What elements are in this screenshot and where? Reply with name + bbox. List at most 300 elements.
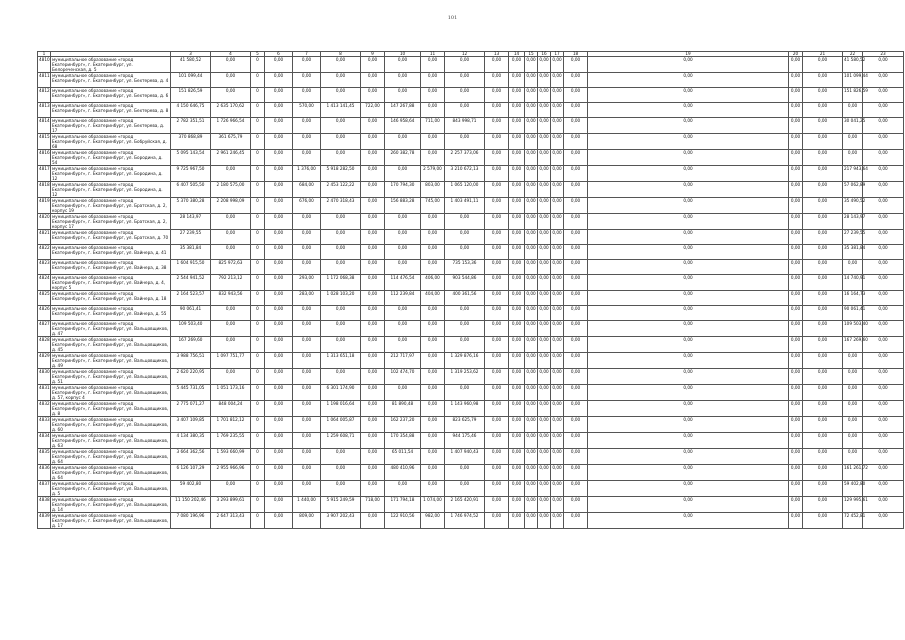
value-cell: 0,00 xyxy=(509,103,525,118)
value-cell: 0,00 xyxy=(863,260,904,275)
value-cell: 0,00 xyxy=(321,306,361,321)
value-cell: 0,00 xyxy=(538,260,551,275)
value-cell: 3 210 672,13 xyxy=(445,166,485,182)
value-cell: 0,00 xyxy=(843,150,863,166)
column-header: 9 xyxy=(361,52,385,57)
value-cell: 0,00 xyxy=(843,449,863,465)
value-cell: 0 xyxy=(251,291,265,306)
table-row xyxy=(38,57,904,73)
value-cell: 1 746 974,52 xyxy=(445,513,485,529)
value-cell: 0,00 xyxy=(385,57,421,73)
value-cell: 0,00 xyxy=(421,260,445,275)
row-number: 4820 xyxy=(38,214,51,230)
value-cell: 0,00 xyxy=(588,245,789,260)
value-cell: 0,00 xyxy=(509,306,525,321)
column-header: 13 xyxy=(485,52,509,57)
value-cell: 843 998,71 xyxy=(445,118,485,134)
value-cell: 0,00 xyxy=(789,150,803,166)
row-number: 4830 xyxy=(38,369,51,385)
value-cell: 0,00 xyxy=(525,275,538,291)
register-table xyxy=(37,51,904,529)
value-cell: 825 972,63 xyxy=(211,260,251,275)
value-cell: 212 717,97 xyxy=(385,353,421,369)
value-cell: 0,00 xyxy=(525,385,538,401)
value-cell: 0,00 xyxy=(538,57,551,73)
address-cell: муниципальное образование «город Екатеринбург», г. Екатеринбург, ул. Бехтерева, д. 6 xyxy=(51,88,171,103)
value-cell: 0,00 xyxy=(525,291,538,306)
value-cell: 81 890,48 xyxy=(385,401,421,417)
address-cell: муниципальное образование «город Екатеринбург», г. Екатеринбург, ул. Вальцовщиков, д. 49 xyxy=(51,353,171,369)
value-cell: 0,00 xyxy=(385,230,421,245)
value-cell: 0,00 xyxy=(789,291,803,306)
value-cell: 0,00 xyxy=(485,103,509,118)
table-row xyxy=(38,275,904,291)
value-cell: 0 xyxy=(251,150,265,166)
value-cell: 0,00 xyxy=(803,353,843,369)
value-cell: 5 095 143,54 xyxy=(171,150,211,166)
value-cell: 0,00 xyxy=(803,513,843,529)
value-cell: 35 381,84 xyxy=(171,245,211,260)
value-cell: 0,00 xyxy=(265,103,293,118)
value-cell: 0,00 xyxy=(803,230,843,245)
value-cell: 0,00 xyxy=(485,337,509,353)
value-cell: 0,00 xyxy=(509,369,525,385)
value-cell: 0,00 xyxy=(509,337,525,353)
value-cell: 0,00 xyxy=(843,401,863,417)
value-cell: 0,00 xyxy=(863,73,904,88)
column-header: 20 xyxy=(789,52,803,57)
address-cell: муниципальное образование «город Екатеринбург», г. Екатеринбург, ул. Вальцовщиков, д. 64 xyxy=(51,465,171,481)
value-cell: 0,00 xyxy=(293,481,321,497)
value-cell: 0,00 xyxy=(551,73,564,88)
value-cell: 0,00 xyxy=(293,57,321,73)
value-cell: 217 943,64 xyxy=(843,166,863,182)
value-cell: 2 782 351,51 xyxy=(171,118,211,134)
value-cell: 0,00 xyxy=(211,166,251,182)
value-cell: 0 xyxy=(251,103,265,118)
value-cell: 1 143 960,98 xyxy=(445,401,485,417)
value-cell: 0,00 xyxy=(361,88,385,103)
value-cell: 0,00 xyxy=(789,118,803,134)
value-cell: 0,00 xyxy=(564,57,588,73)
value-cell: 0,00 xyxy=(211,230,251,245)
address-cell: муниципальное образование «город Екатеринбург», г. Екатеринбург, ул. Вальцовщиков, д. 8 xyxy=(51,401,171,417)
value-cell: 0,00 xyxy=(293,465,321,481)
value-cell: 745,00 xyxy=(421,198,445,214)
value-cell: 5 370 380,28 xyxy=(171,198,211,214)
value-cell: 0,00 xyxy=(361,118,385,134)
value-cell: 0,00 xyxy=(361,385,385,401)
value-cell: 35 381,84 xyxy=(843,245,863,260)
value-cell: 0,00 xyxy=(485,166,509,182)
value-cell: 0,00 xyxy=(588,481,789,497)
value-cell: 0,00 xyxy=(588,433,789,449)
value-cell: 0,00 xyxy=(538,337,551,353)
value-cell: 0,00 xyxy=(525,134,538,150)
address-cell: муниципальное образование «город Екатеринбург», г. Екатеринбург, ул. Вальцовщиков, д. 47 xyxy=(51,321,171,337)
value-cell: 0,00 xyxy=(588,369,789,385)
column-header: 22 xyxy=(843,52,863,57)
value-cell: 0,00 xyxy=(421,73,445,88)
value-cell: 0,00 xyxy=(485,291,509,306)
value-cell: 0,00 xyxy=(525,321,538,337)
row-number: 4817 xyxy=(38,166,51,182)
value-cell: 260 382,78 xyxy=(385,150,421,166)
value-cell: 0,00 xyxy=(803,134,843,150)
value-cell: 0,00 xyxy=(525,198,538,214)
value-cell: 0,00 xyxy=(385,321,421,337)
value-cell: 0,00 xyxy=(863,198,904,214)
value-cell: 1 701 812,12 xyxy=(211,417,251,433)
value-cell: 0,00 xyxy=(588,73,789,88)
value-cell: 0,00 xyxy=(509,401,525,417)
value-cell: 0,00 xyxy=(445,337,485,353)
value-cell: 1 198 016,64 xyxy=(321,401,361,417)
value-cell: 3 293 899,61 xyxy=(211,497,251,513)
value-cell: 0,00 xyxy=(421,465,445,481)
value-cell: 0,00 xyxy=(863,449,904,465)
value-cell: 0,00 xyxy=(863,369,904,385)
value-cell: 0,00 xyxy=(509,134,525,150)
value-cell: 2 635 170,62 xyxy=(211,103,251,118)
value-cell: 0,00 xyxy=(421,321,445,337)
value-cell: 0,00 xyxy=(525,150,538,166)
value-cell: 170 354,88 xyxy=(385,433,421,449)
value-cell: 0,00 xyxy=(564,198,588,214)
value-cell: 0,00 xyxy=(789,182,803,198)
value-cell: 3 907 202,43 xyxy=(321,513,361,529)
value-cell: 0,00 xyxy=(445,88,485,103)
value-cell: 0,00 xyxy=(863,337,904,353)
value-cell: 0,00 xyxy=(843,260,863,275)
value-cell: 2 208 998,09 xyxy=(211,198,251,214)
address-cell: муниципальное образование «город Екатеринбург», г. Екатеринбург, ул. Братская, д. 70 xyxy=(51,230,171,245)
value-cell: 0,00 xyxy=(509,497,525,513)
value-cell: 0,00 xyxy=(385,214,421,230)
value-cell: 0,00 xyxy=(265,481,293,497)
row-number: 4838 xyxy=(38,497,51,513)
row-number: 4833 xyxy=(38,417,51,433)
value-cell: 0,00 xyxy=(361,401,385,417)
value-cell: 0,00 xyxy=(265,449,293,465)
value-cell: 0,00 xyxy=(421,134,445,150)
table-row xyxy=(38,337,904,353)
value-cell: 0,00 xyxy=(863,103,904,118)
value-cell: 0,00 xyxy=(485,182,509,198)
table-row xyxy=(38,465,904,481)
table-row xyxy=(38,103,904,118)
value-cell: 2 257 373,06 xyxy=(445,150,485,166)
value-cell: 0,00 xyxy=(485,306,509,321)
value-cell: 0,00 xyxy=(445,245,485,260)
value-cell: 0,00 xyxy=(789,385,803,401)
address-cell: муниципальное образование «город Екатеринбург», г. Екатеринбург, ул. Бехтерева, д. 17 xyxy=(51,118,171,134)
value-cell: 0,00 xyxy=(361,513,385,529)
value-cell: 0,00 xyxy=(538,230,551,245)
value-cell: 0,00 xyxy=(564,214,588,230)
value-cell: 0,00 xyxy=(265,245,293,260)
value-cell: 2 544 941,52 xyxy=(171,275,211,291)
table-row xyxy=(38,291,904,306)
value-cell: 0,00 xyxy=(321,465,361,481)
value-cell: 1 074,00 xyxy=(421,497,445,513)
value-cell: 0,00 xyxy=(509,230,525,245)
address-cell: муниципальное образование «город Екатеринбург», г. Екатеринбург, ул. Бобруйская, д. 68 xyxy=(51,134,171,150)
value-cell: 0,00 xyxy=(293,449,321,465)
value-cell: 0,00 xyxy=(551,417,564,433)
table-row xyxy=(38,88,904,103)
value-cell: 0,00 xyxy=(843,369,863,385)
table-row xyxy=(38,433,904,449)
column-header: 16 xyxy=(538,52,551,57)
value-cell: 102 474,70 xyxy=(385,369,421,385)
value-cell: 1 319 253,62 xyxy=(445,369,485,385)
value-cell: 28 143,97 xyxy=(843,214,863,230)
value-cell: 0,00 xyxy=(564,166,588,182)
value-cell: 0,00 xyxy=(538,275,551,291)
value-cell: 0,00 xyxy=(509,321,525,337)
value-cell: 0,00 xyxy=(265,150,293,166)
value-cell: 0,00 xyxy=(789,198,803,214)
value-cell: 0,00 xyxy=(551,214,564,230)
value-cell: 1 064 005,87 xyxy=(321,417,361,433)
value-cell: 0,00 xyxy=(265,118,293,134)
value-cell: 0,00 xyxy=(445,306,485,321)
value-cell: 0,00 xyxy=(538,417,551,433)
value-cell: 1 440,00 xyxy=(293,497,321,513)
value-cell: 0,00 xyxy=(538,88,551,103)
address-cell: муниципальное образование «город Екатеринбург», г. Екатеринбург, ул. Вальцовщиков, д. 51 xyxy=(51,369,171,385)
value-cell: 0,00 xyxy=(211,57,251,73)
value-cell: 0,00 xyxy=(445,385,485,401)
value-cell: 0,00 xyxy=(863,245,904,260)
value-cell: 0,00 xyxy=(564,306,588,321)
value-cell: 0,00 xyxy=(588,449,789,465)
value-cell: 0,00 xyxy=(385,134,421,150)
value-cell: 0,00 xyxy=(588,118,789,134)
value-cell: 0,00 xyxy=(361,260,385,275)
value-cell: 0,00 xyxy=(485,198,509,214)
value-cell: 0,00 xyxy=(538,433,551,449)
value-cell: 0,00 xyxy=(293,306,321,321)
value-cell: 171 794,18 xyxy=(385,497,421,513)
value-cell: 0,00 xyxy=(803,369,843,385)
value-cell: 0,00 xyxy=(803,337,843,353)
value-cell: 1 313 651,18 xyxy=(321,353,361,369)
value-cell: 0,00 xyxy=(445,321,485,337)
value-cell: 0,00 xyxy=(789,321,803,337)
value-cell: 0,00 xyxy=(445,57,485,73)
value-cell: 0,00 xyxy=(361,73,385,88)
value-cell: 0,00 xyxy=(421,103,445,118)
value-cell: 0,00 xyxy=(265,321,293,337)
value-cell: 0,00 xyxy=(321,214,361,230)
value-cell: 59 402,80 xyxy=(171,481,211,497)
value-cell: 0,00 xyxy=(803,103,843,118)
value-cell: 0,00 xyxy=(863,353,904,369)
value-cell: 0,00 xyxy=(509,182,525,198)
value-cell: 14 740,91 xyxy=(843,275,863,291)
value-cell: 0,00 xyxy=(509,291,525,306)
value-cell: 41 580,52 xyxy=(171,57,211,73)
value-cell: 0 xyxy=(251,260,265,275)
value-cell: 114 476,54 xyxy=(385,275,421,291)
value-cell: 0,00 xyxy=(863,417,904,433)
value-cell: 361 675,79 xyxy=(211,134,251,150)
value-cell: 0,00 xyxy=(564,401,588,417)
value-cell: 0,00 xyxy=(564,73,588,88)
value-cell: 0,00 xyxy=(538,134,551,150)
value-cell: 2 180 575,00 xyxy=(211,182,251,198)
value-cell: 0,00 xyxy=(789,433,803,449)
value-cell: 0,00 xyxy=(265,401,293,417)
value-cell: 1 604 915,50 xyxy=(171,260,211,275)
value-cell: 147 267,88 xyxy=(385,103,421,118)
value-cell: 0,00 xyxy=(863,57,904,73)
value-cell: 0,00 xyxy=(843,433,863,449)
value-cell: 0,00 xyxy=(551,230,564,245)
value-cell: 0,00 xyxy=(551,369,564,385)
value-cell: 0 xyxy=(251,306,265,321)
value-cell: 0,00 xyxy=(509,260,525,275)
value-cell: 809,00 xyxy=(293,513,321,529)
value-cell: 0,00 xyxy=(421,88,445,103)
value-cell: 0,00 xyxy=(564,260,588,275)
column-header: 3 xyxy=(171,52,211,57)
value-cell: 0,00 xyxy=(803,150,843,166)
value-cell: 0,00 xyxy=(265,182,293,198)
value-cell: 0,00 xyxy=(803,291,843,306)
value-cell: 0,00 xyxy=(538,385,551,401)
value-cell: 0,00 xyxy=(421,385,445,401)
value-cell: 0 xyxy=(251,497,265,513)
value-cell: 0,00 xyxy=(361,230,385,245)
value-cell: 0,00 xyxy=(361,214,385,230)
value-cell: 0,00 xyxy=(485,321,509,337)
value-cell: 0,00 xyxy=(485,449,509,465)
value-cell: 0 xyxy=(251,214,265,230)
value-cell: 0,00 xyxy=(564,465,588,481)
value-cell: 293,00 xyxy=(293,275,321,291)
value-cell: 903 544,86 xyxy=(445,275,485,291)
value-cell: 0,00 xyxy=(551,291,564,306)
value-cell: 0,00 xyxy=(564,353,588,369)
value-cell: 0,00 xyxy=(803,118,843,134)
value-cell: 0,00 xyxy=(525,260,538,275)
value-cell: 0,00 xyxy=(538,73,551,88)
value-cell: 1 407 940,43 xyxy=(445,449,485,465)
row-number: 4821 xyxy=(38,230,51,245)
value-cell: 0 xyxy=(251,417,265,433)
value-cell: 0,00 xyxy=(863,513,904,529)
value-cell: 0,00 xyxy=(863,401,904,417)
value-cell: 2 165 420,91 xyxy=(445,497,485,513)
value-cell: 0,00 xyxy=(293,385,321,401)
value-cell: 0,00 xyxy=(538,353,551,369)
value-cell: 0,00 xyxy=(265,513,293,529)
value-cell: 101 099,44 xyxy=(171,73,211,88)
value-cell: 0,00 xyxy=(485,465,509,481)
address-cell: муниципальное образование «город Екатеринбург», г. Екатеринбург, ул. Бехтерева, д. 8 xyxy=(51,103,171,118)
value-cell: 2 955 966,96 xyxy=(211,465,251,481)
address-cell: муниципальное образование «город Екатеринбург», г. Екатеринбург, ул. Вайнера, д. 4, корпус 5 xyxy=(51,275,171,291)
row-number: 4811 xyxy=(38,73,51,88)
value-cell: 0,00 xyxy=(361,369,385,385)
value-cell: 0,00 xyxy=(509,513,525,529)
value-cell: 0,00 xyxy=(789,134,803,150)
value-cell: 0,00 xyxy=(525,103,538,118)
value-cell: 129 995,61 xyxy=(843,497,863,513)
value-cell: 0,00 xyxy=(293,245,321,260)
value-cell: 0,00 xyxy=(789,245,803,260)
value-cell: 0,00 xyxy=(564,275,588,291)
value-cell: 0,00 xyxy=(321,88,361,103)
table-row xyxy=(38,214,904,230)
value-cell: 0,00 xyxy=(551,198,564,214)
value-cell: 803,00 xyxy=(421,182,445,198)
value-cell: 0,00 xyxy=(863,275,904,291)
address-cell: муниципальное образование «город Екатеринбург», г. Екатеринбург, ул. Бородина, д. 12 xyxy=(51,166,171,182)
value-cell: 0,00 xyxy=(588,306,789,321)
value-cell: 0,00 xyxy=(789,57,803,73)
value-cell: 109 503,40 xyxy=(171,321,211,337)
value-cell: 0,00 xyxy=(211,88,251,103)
value-cell: 0,00 xyxy=(538,214,551,230)
value-cell: 3 988 756,51 xyxy=(171,353,211,369)
value-cell: 0,00 xyxy=(863,385,904,401)
value-cell: 0,00 xyxy=(485,385,509,401)
value-cell: 7 080 196,96 xyxy=(171,513,211,529)
address-cell: муниципальное образование «город Екатеринбург», г. Екатеринбург, ул. Бехтерева, д. 4 xyxy=(51,73,171,88)
row-number: 4818 xyxy=(38,182,51,198)
value-cell: 0,00 xyxy=(509,275,525,291)
address-cell: муниципальное образование «город Екатеринбург», г. Екатеринбург, ул. Бородина, д. 12 xyxy=(51,182,171,198)
value-cell: 0,00 xyxy=(588,353,789,369)
value-cell: 0 xyxy=(251,245,265,260)
value-cell: 0,00 xyxy=(789,166,803,182)
value-cell: 0,00 xyxy=(551,150,564,166)
value-cell: 30 041,25 xyxy=(843,118,863,134)
column-header: 14 xyxy=(509,52,525,57)
row-number: 4814 xyxy=(38,118,51,134)
value-cell: 0,00 xyxy=(421,417,445,433)
value-cell: 0,00 xyxy=(525,369,538,385)
value-cell: 0,00 xyxy=(321,449,361,465)
value-cell: 0,00 xyxy=(321,134,361,150)
value-cell: 122 910,56 xyxy=(385,513,421,529)
value-cell: 0,00 xyxy=(803,88,843,103)
value-cell: 2 961 246,45 xyxy=(211,150,251,166)
value-cell: 0,00 xyxy=(485,118,509,134)
value-cell: 0,00 xyxy=(265,433,293,449)
value-cell: 0,00 xyxy=(321,260,361,275)
value-cell: 0,00 xyxy=(265,275,293,291)
value-cell: 570,00 xyxy=(293,103,321,118)
row-number: 4823 xyxy=(38,260,51,275)
value-cell: 0,00 xyxy=(265,73,293,88)
value-cell: 0,00 xyxy=(803,306,843,321)
value-cell: 0,00 xyxy=(385,73,421,88)
value-cell: 146 958,64 xyxy=(385,118,421,134)
value-cell: 0,00 xyxy=(525,57,538,73)
table-row xyxy=(38,385,904,401)
value-cell: 0,00 xyxy=(538,103,551,118)
value-cell: 0,00 xyxy=(863,481,904,497)
value-cell: 718,00 xyxy=(361,497,385,513)
value-cell: 711,00 xyxy=(421,118,445,134)
value-cell: 0 xyxy=(251,369,265,385)
value-cell: 0,00 xyxy=(588,497,789,513)
